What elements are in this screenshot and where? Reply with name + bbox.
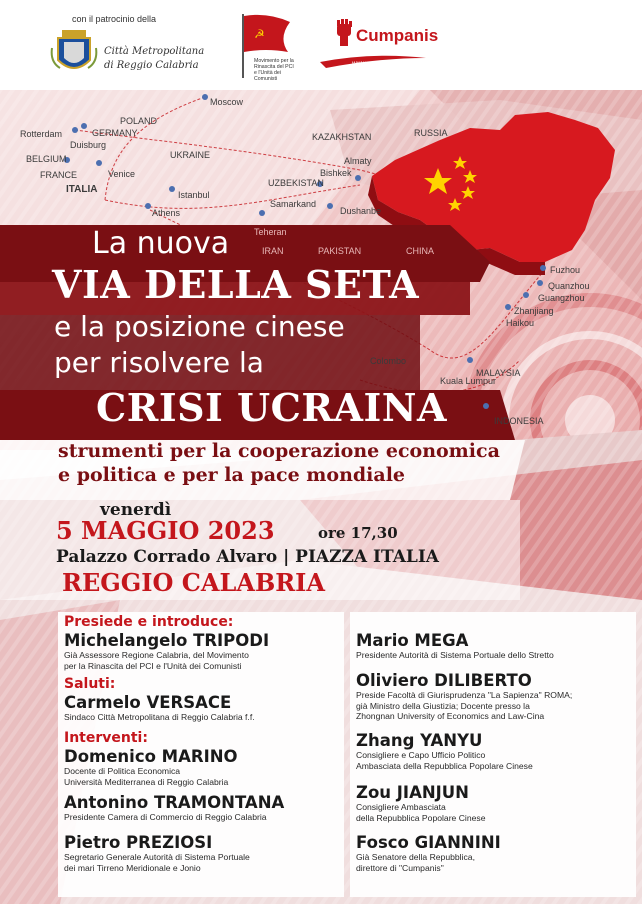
map-label: Samarkand [270, 199, 317, 209]
map-label: Colombo [370, 356, 407, 366]
speaker-role: Preside Facoltà di Giurisprudenza "La Sapienza" ROMA; [356, 690, 573, 700]
event-venue: Palazzo Corrado Alvaro | PIAZZA ITALIA [56, 547, 439, 567]
map-label: Fuzhou [550, 265, 581, 275]
speaker-role: per la Rinascita del PCI e l'Unità dei Comunisti [64, 660, 242, 671]
speaker-role: Consigliere e Capo Ufficio Politico [356, 750, 486, 760]
speaker [64, 794, 284, 823]
event-time: ore 17,30 [318, 524, 398, 542]
speaker-role: Presidente Camera di Commercio di Reggio Calabria [64, 812, 267, 822]
event-date: 5 MAGGIO 2023 [56, 516, 275, 545]
speaker-role: Presidente Autorità di Sistema Portuale dello Stretto [356, 650, 554, 660]
cumpanis-fist-icon [333, 18, 355, 46]
map-label: Istanbul [178, 190, 210, 200]
speaker-role: Ambasciata della Repubblica Popolare Cinese [356, 760, 533, 771]
city-coat-of-arms-logo [50, 28, 98, 78]
map-label: UZBEKISTAN [268, 178, 324, 188]
speaker [356, 732, 533, 771]
speaker [356, 834, 501, 873]
city-logo-text-2: di Reggio Calabria [104, 60, 199, 71]
map-label: Athens [152, 208, 181, 218]
speaker-name: Fosco GIANNINI [356, 833, 501, 852]
map-label: ITALIA [66, 184, 98, 195]
map-label: UKRAINE [170, 150, 211, 160]
speaker-role: Zhongnan University of Economics and Law-Cina [356, 711, 545, 721]
map-label: RUSSIA [414, 128, 448, 138]
speaker-role: già Ministro della Giustizia; Docente presso la [356, 700, 530, 711]
speaker [356, 672, 572, 722]
map-label: IRAN [262, 246, 284, 256]
map-label: INDONESIA [494, 416, 544, 426]
map-label: Bishkek [320, 168, 352, 178]
map-label: Venice [108, 169, 136, 179]
cumpanis-url: www.cumpanis.net [352, 60, 407, 67]
movement-logo-text: Movimento per la Rinascita del PCI e l'Unità dei Comunisti [254, 58, 294, 82]
svg-text:☭: ☭ [254, 27, 265, 41]
title-line-5: CRISI UCRAINA [96, 385, 447, 430]
speaker-role: Già Assessore Regione Calabria, del Movimento [64, 650, 249, 660]
title-line-1: La nuova [92, 226, 230, 261]
section-interventi: Interventi: [64, 730, 148, 746]
speaker-role: Già Senatore della Repubblica, [356, 852, 475, 862]
speaker [64, 694, 255, 723]
speaker-name: Zhang YANYU [356, 731, 483, 750]
speaker [64, 834, 250, 873]
speaker-name: Mario MEGA [356, 631, 469, 650]
map-label: PAKISTAN [318, 246, 362, 256]
map-label: Moscow [210, 97, 244, 107]
speaker-name: Pietro PREZIOSI [64, 833, 213, 852]
map-label: Teheran [254, 227, 287, 237]
speaker-name: Carmelo VERSACE [64, 693, 232, 712]
title-line-2: VIA DELLA SETA [52, 262, 420, 307]
map-label: POLAND [120, 116, 158, 126]
speaker [64, 748, 238, 787]
speaker-role: della Repubblica Popolare Cinese [356, 812, 486, 823]
speaker-role: Sindaco Città Metropolitana di Reggio Calabria f.f. [64, 712, 255, 722]
map-label: Guangzhou [538, 293, 585, 303]
speaker [64, 632, 269, 671]
speaker-role: Docente di Politica Economica [64, 766, 181, 776]
map-label: Dushanbe [340, 206, 382, 216]
speaker-name: Michelangelo TRIPODI [64, 631, 270, 650]
speaker-name: Antonino TRAMONTANA [64, 793, 285, 812]
title-line-3: e la posizione cinese [54, 310, 345, 343]
speaker [356, 632, 554, 661]
speaker-role: Università Mediterranea di Reggio Calabria [64, 776, 229, 787]
speaker-name: Zou JIANJUN [356, 783, 469, 802]
event-city: REGGIO CALABRIA [62, 568, 326, 597]
patronage-text: con il patrocinio della [72, 14, 157, 24]
map-label: Rotterdam [20, 129, 63, 139]
speaker-role: direttore di "Cumpanis" [356, 862, 444, 873]
map-label: Haikou [506, 318, 535, 328]
speaker-name: Domenico MARINO [64, 747, 238, 766]
map-label: FRANCE [40, 170, 78, 180]
map-label: CHINA [406, 246, 435, 256]
section-presiede: Presiede e introduce: [64, 614, 234, 630]
cumpanis-logo-name: Cumpanis [356, 26, 439, 45]
subtitle-line-1: strumenti per la cooperazione economica [58, 440, 500, 462]
map-label: Duisburg [70, 140, 107, 150]
section-saluti: Saluti: [64, 676, 116, 692]
map-label: Almaty [344, 156, 372, 166]
title-line-4: per risolvere la [54, 346, 264, 379]
city-logo-text-1: Città Metropolitana [104, 46, 205, 57]
map-label: KAZAKHSTAN [312, 132, 372, 142]
speaker-role: dei mari Tirreno Meridionale e Jonio [64, 862, 201, 873]
speaker-name: Oliviero DILIBERTO [356, 671, 532, 690]
map-label: Kuala Lumpur [440, 376, 497, 386]
speaker-role: Consigliere Ambasciata [356, 802, 446, 812]
speaker-role: Segretario Generale Autorità di Sistema Portuale [64, 852, 250, 862]
map-label: MALAYSIA [476, 368, 521, 378]
subtitle-line-2: e politica e per la pace mondiale [58, 464, 406, 486]
map-label: BELGIUM [26, 154, 67, 164]
map-label: GERMANY [92, 128, 138, 138]
speaker [356, 784, 485, 823]
map-label: Quanzhou [548, 281, 590, 291]
map-label: Zhanjiang [514, 306, 554, 316]
event-day: venerdì [100, 500, 172, 520]
